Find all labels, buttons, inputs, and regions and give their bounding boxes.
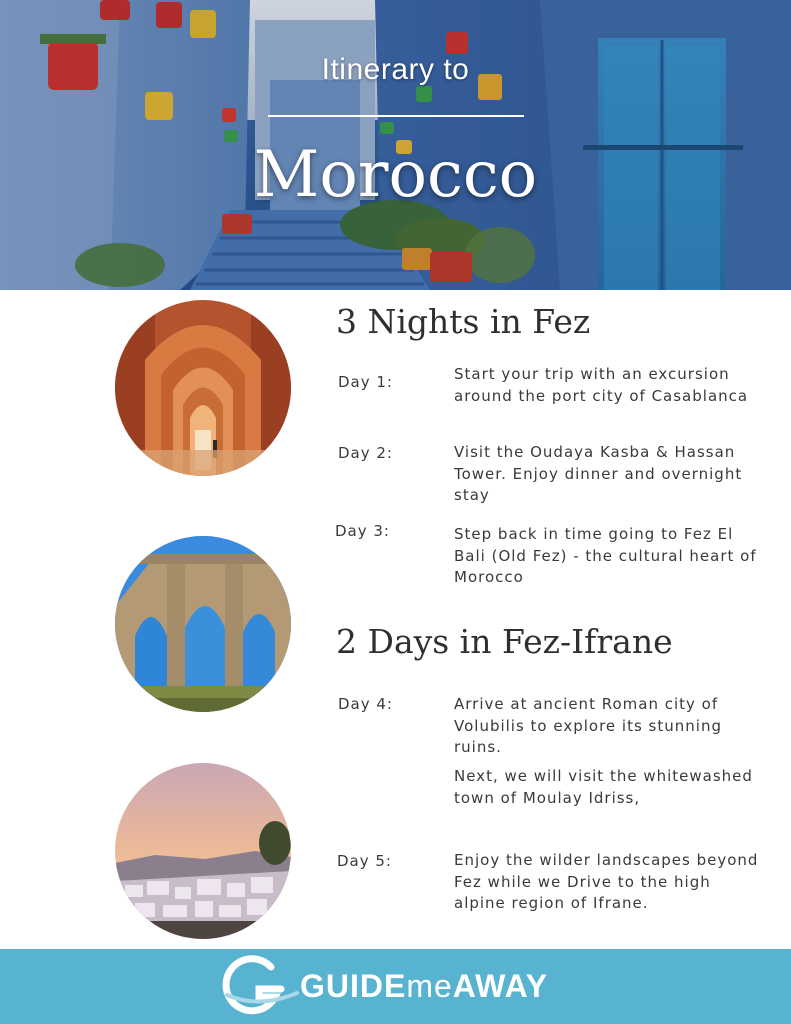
brand-part-me: me xyxy=(406,968,453,1004)
section-heading-fez-ifrane: 2 Days in Fez-Ifrane xyxy=(336,622,673,661)
town-sunset-photo xyxy=(115,763,291,939)
day-description: Next, we will visit the whitewashed town of Moulay Idriss, xyxy=(454,767,753,807)
hero-divider xyxy=(268,115,524,117)
day-description: Visit the Oudaya Kasba & Hassan Tower. Enjoy dinner and overnight stay xyxy=(454,443,743,504)
day-label: Day 3: xyxy=(335,522,390,540)
brand-part-away: AWAY xyxy=(452,968,549,1004)
arched-corridor-photo xyxy=(115,300,291,476)
brand-part-guide: GUIDE xyxy=(300,968,407,1004)
guidemeaway-logo-icon xyxy=(219,953,299,1021)
section-heading-fez: 3 Nights in Fez xyxy=(336,302,591,341)
brand-name xyxy=(300,968,548,1005)
day-description: Enjoy the wilder landscapes beyond Fez while we Drive to the high alpine region of Ifrane. xyxy=(454,851,759,912)
footer-bar xyxy=(0,949,791,1024)
day-label: Day 5: xyxy=(337,852,392,870)
roman-ruins-photo xyxy=(115,536,291,712)
day-description: Step back in time going to Fez El Bali (Old Fez) - the cultural heart of Morocco xyxy=(454,525,757,586)
hero-subtitle: Itinerary to xyxy=(321,53,470,86)
day-label: Day 2: xyxy=(338,444,393,462)
hero-banner xyxy=(0,0,791,290)
day-label: Day 4: xyxy=(338,695,393,713)
hero-title: Morocco xyxy=(253,138,538,212)
day-description: Arrive at ancient Roman city of Volubilis to explore its stunning ruins. xyxy=(454,695,722,756)
day-description: Start your trip with an excursion around the port city of Casablanca xyxy=(454,365,749,405)
day-label: Day 1: xyxy=(338,373,393,391)
